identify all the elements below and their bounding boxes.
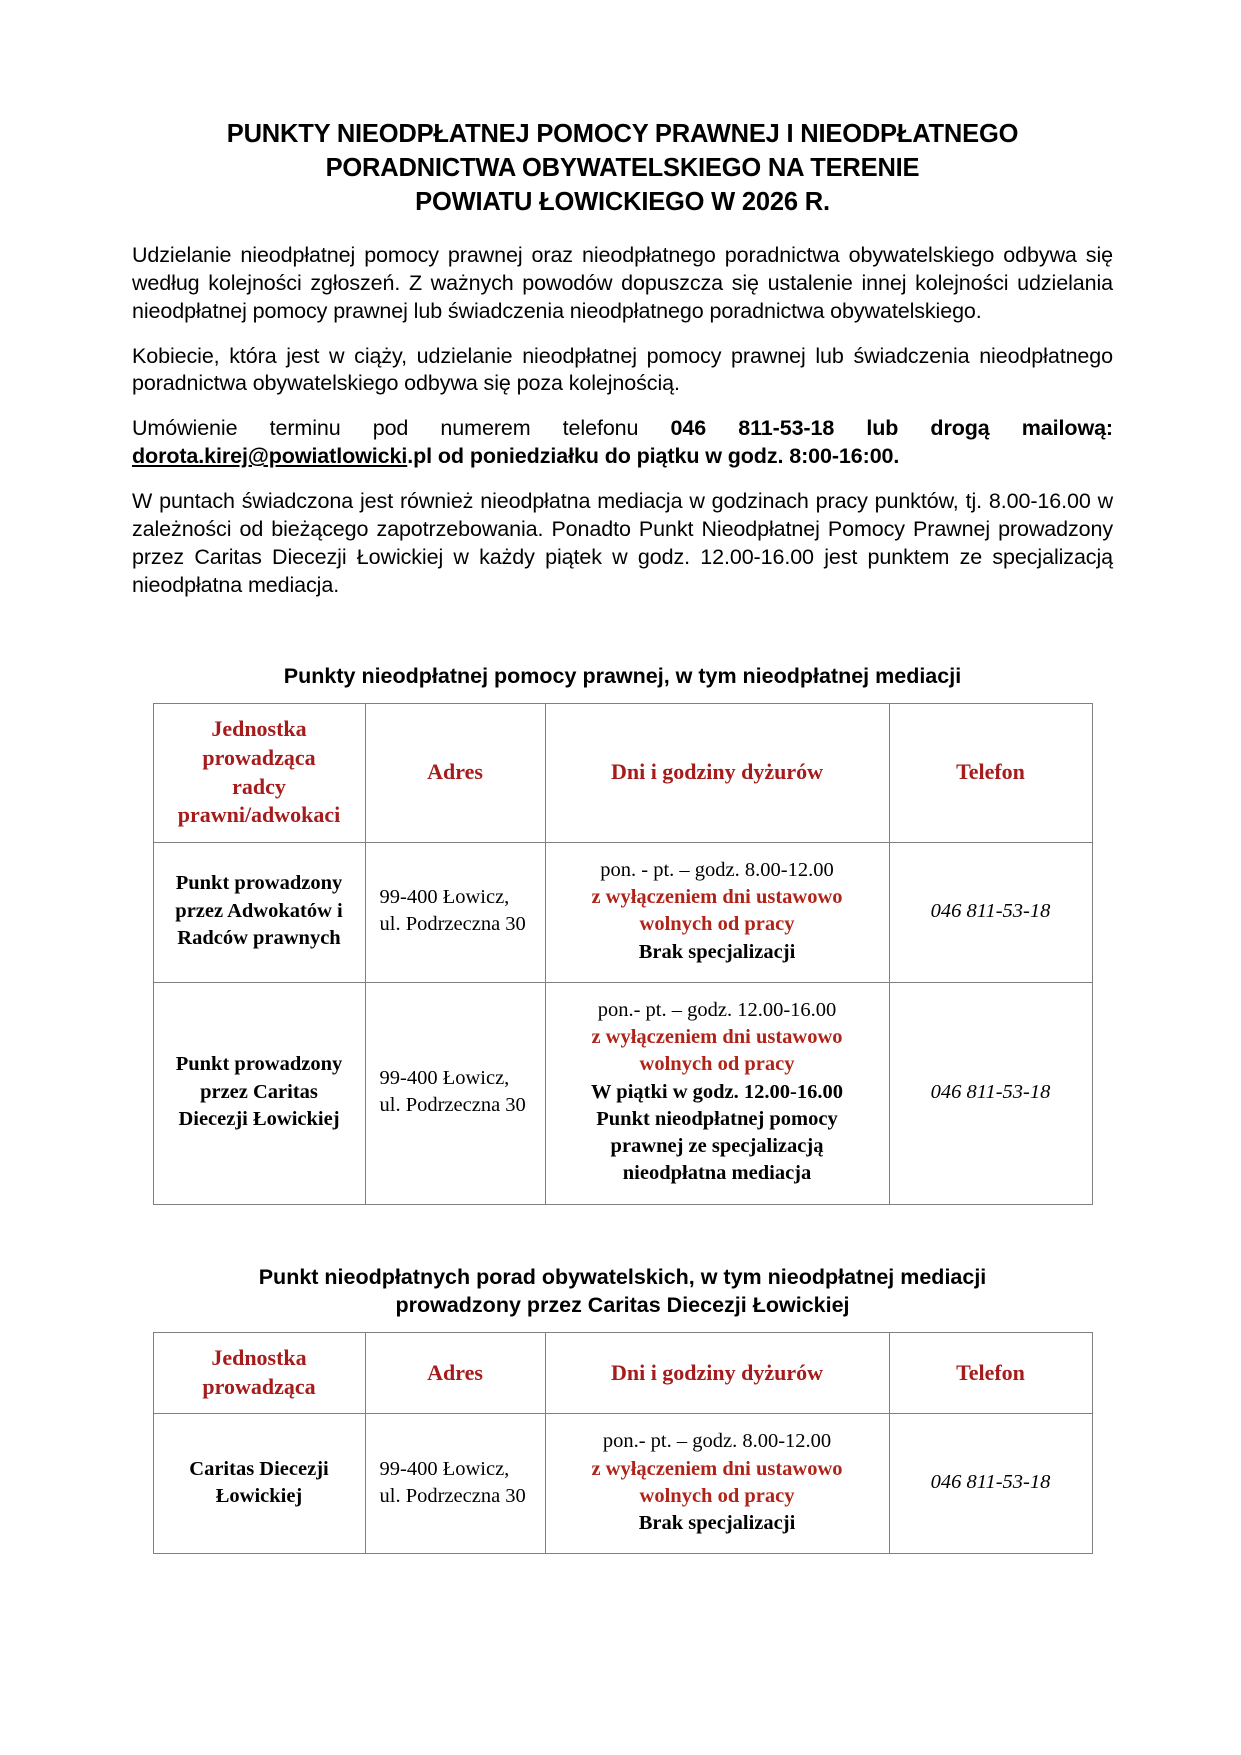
table-1-row-2-friday-hours: W piątki w godz. 12.00-16.00: [591, 1080, 843, 1103]
table-2-row-1-specialization: Brak specjalizacji: [638, 1512, 796, 1535]
citizen-advice-points-table: [153, 1332, 1093, 1554]
table-1-header-unit-line-2: prowadząca: [202, 745, 316, 770]
table-1-row-1-specialization: Brak specjalizacji: [638, 940, 796, 963]
table-2-header-unit-line-1: Jednostka: [211, 1345, 307, 1371]
table-1-row-2-unit: [153, 982, 365, 1204]
table-1-header-unit-line-4: prawni/adwokaci: [177, 802, 341, 828]
table-2-heading: [132, 1263, 1113, 1320]
table-1-header-unit-line-3: radcy: [232, 773, 286, 799]
table-1-row-2-hours-note-line-2: wolnych od pracy: [639, 1053, 795, 1076]
contact-lead-text: Umówienie terminu pod numerem telefonu: [132, 416, 671, 441]
table-1-row-2-unit-line-1: Punkt prowadzony: [175, 1053, 343, 1076]
table-1-row-2-address: [365, 982, 545, 1204]
table-row: [153, 982, 1092, 1204]
table-2-header-hours-label: Dni i godziny dyżurów: [610, 1359, 824, 1385]
table-2-row-1-hours-note-line-1: z wyłączeniem dni ustawowo: [591, 1457, 843, 1480]
table-2-header-row: [153, 1333, 1092, 1414]
table-2-row-1-address: [365, 1414, 545, 1554]
contact-mid-text: lub drogą mailową:: [834, 416, 1113, 441]
table-1-row-2-unit-line-3: Diecezji Łowickiej: [178, 1107, 340, 1130]
table-2-row-1-phone: [889, 1414, 1092, 1554]
table-1-row-2-hours-line-1: pon.- pt. – godz. 12.00-16.00: [597, 998, 837, 1021]
table-2-row-1-unit-line-2: Łowickiej: [215, 1484, 303, 1507]
table-1-row-1-hours-note-line-2: wolnych od pracy: [639, 913, 795, 936]
table-2-row-1-hours-note-line-2: wolnych od pracy: [639, 1484, 795, 1507]
table-1-row-1-unit-line-1: Punkt prowadzony: [175, 872, 343, 895]
table-2-heading-line-1: Punkt nieodpłatnych porad obywatelskich, w tym nieodpłatnej mediacji: [258, 1264, 987, 1289]
table-2-header-phone: [889, 1333, 1092, 1414]
table-2-header-phone-label: Telefon: [956, 1359, 1025, 1385]
table-1-row-1-unit: [153, 842, 365, 982]
table-1-row-1-phone-value: 046 811-53-18: [930, 899, 1051, 922]
table-1-row-2-specialization-line-1: Punkt nieodpłatnej pomocy: [596, 1107, 838, 1130]
table-1-row-1-hours-note-line-1: z wyłączeniem dni ustawowo: [591, 886, 843, 909]
table-2-header-address: [365, 1333, 545, 1414]
contact-email-tail: .pl od poniedziałku do piątku w godz. 8:00-16:00.: [407, 444, 900, 469]
table-1-header-phone-label: Telefon: [956, 759, 1025, 785]
table-1-row-2-specialization-line-2: prawnej ze specjalizacją: [610, 1135, 824, 1158]
table-1-row-2-phone-value: 046 811-53-18: [930, 1080, 1051, 1103]
table-1-header-unit-line-1: Jednostka: [211, 716, 307, 742]
table-2-row-1-hours-line-1: pon.- pt. – godz. 8.00-12.00: [602, 1430, 832, 1453]
page-title-line-2: PORADNICTWA OBYWATELSKIEGO NA TERENIE: [325, 153, 920, 182]
table-1-row-1-address: [365, 842, 545, 982]
page-title: [132, 118, 1113, 220]
table-1-row-2-hours: [545, 982, 889, 1204]
table-2-header-unit-line-2: prowadząca: [202, 1373, 316, 1399]
table-1-header-hours-label: Dni i godziny dyżurów: [610, 759, 824, 785]
table-2-header-address-label: Adres: [427, 1359, 483, 1385]
table-2-row-1-phone-value: 046 811-53-18: [930, 1471, 1051, 1494]
table-1-header-unit: [153, 704, 365, 842]
table-1-row-1-address-line-1: 99-400 Łowicz,: [379, 886, 510, 909]
table-1-row-1-unit-line-2: przez Adwokatów i: [175, 899, 343, 922]
table-2-header-hours: [545, 1333, 889, 1414]
table-row: [153, 842, 1092, 982]
legal-aid-points-table: [153, 703, 1093, 1204]
table-1-row-1-address-line-2: ul. Podrzeczna 30: [379, 913, 526, 936]
table-1-heading-line: Punkty nieodpłatnej pomocy prawnej, w tym nieodpłatnej mediacji: [283, 664, 962, 689]
spacer-between-tables: [132, 1205, 1113, 1263]
contact-phone-number: 046 811-53-18: [670, 416, 835, 441]
page-title-line-3: POWIATU ŁOWICKIEGO W 2026 R.: [415, 187, 830, 216]
contact-email-link[interactable]: dorota.kirej@powiatlowicki: [132, 444, 408, 469]
table-1-row-1-hours: [545, 842, 889, 982]
table-1-header-address: [365, 704, 545, 842]
table-2-heading-line-2: prowadzony przez Caritas Diecezji Łowickiej: [395, 1292, 850, 1317]
paragraph-pregnancy-priority: Kobiecie, która jest w ciąży, udzielanie nieodpłatnej pomocy prawnej lub świadczenia nieodpłatnego poradnictwa obywatelskiego odbywa się poza kolejnością.: [132, 343, 1113, 396]
table-2-header-unit: [153, 1333, 365, 1414]
table-2-row-1-unit: [153, 1414, 365, 1554]
page-title-line-1: PUNKTY NIEODPŁATNEJ POMOCY PRAWNEJ I NIEODPŁATNEGO: [226, 120, 1019, 148]
spacer-above-table-1: [132, 600, 1113, 662]
table-row: [153, 1414, 1092, 1554]
table-1-row-2-specialization-line-3: nieodpłatna mediacja: [622, 1162, 812, 1185]
table-1-header-phone: [889, 704, 1092, 842]
table-1-row-2-unit-line-2: przez Caritas: [200, 1080, 318, 1103]
table-1-row-2-hours-note-line-1: z wyłączeniem dni ustawowo: [591, 1026, 843, 1049]
table-1-row-2-address-line-1: 99-400 Łowicz,: [379, 1066, 510, 1089]
table-1-row-2-phone: [889, 982, 1092, 1204]
table-1-row-1-unit-line-3: Radców prawnych: [177, 926, 341, 949]
table-1-heading: [132, 662, 1113, 690]
paragraph-ordering-rules: Udzielanie nieodpłatnej pomocy prawnej oraz nieodpłatnego poradnictwa obywatelskiego odbywa się według kolejności zgłoszeń. Z ważnych powodów dopuszcza się ustalenie innej kolejności udzielania nieodpłatnej pomocy prawnej lub świadczenia nieodpłatnego poradnictwa obywatelskiego.: [132, 242, 1113, 323]
table-2-row-1-address-line-1: 99-400 Łowicz,: [379, 1457, 510, 1480]
table-1-header-hours: [545, 704, 889, 842]
table-2-row-1-unit-line-1: Caritas Diecezji: [189, 1457, 329, 1480]
table-1-row-1-hours-line-1: pon. - pt. – godz. 8.00-12.00: [600, 858, 834, 881]
table-2-row-1-hours: [545, 1414, 889, 1554]
paragraph-contact: [132, 415, 1113, 471]
table-1-row-1-phone: [889, 842, 1092, 982]
table-1-header-address-label: Adres: [427, 759, 483, 785]
paragraph-mediation-info: W puntach świadczona jest również nieodpłatna mediacja w godzinach pracy punktów, tj. 8.00-16.00 w zależności od bieżącego zapotrzebowania. Ponadto Punkt Nieodpłatnej Pomocy Prawnej prowadzony przez Caritas Diecezji Łowickiej w każdy piątek w godz. 12.00-16.00 jest punktem ze specjalizacją nieodpłatna mediacja.: [132, 489, 1113, 598]
table-1-header-row: [153, 704, 1092, 842]
table-1-row-2-address-line-2: ul. Podrzeczna 30: [379, 1094, 526, 1117]
table-2-row-1-address-line-2: ul. Podrzeczna 30: [379, 1484, 526, 1507]
